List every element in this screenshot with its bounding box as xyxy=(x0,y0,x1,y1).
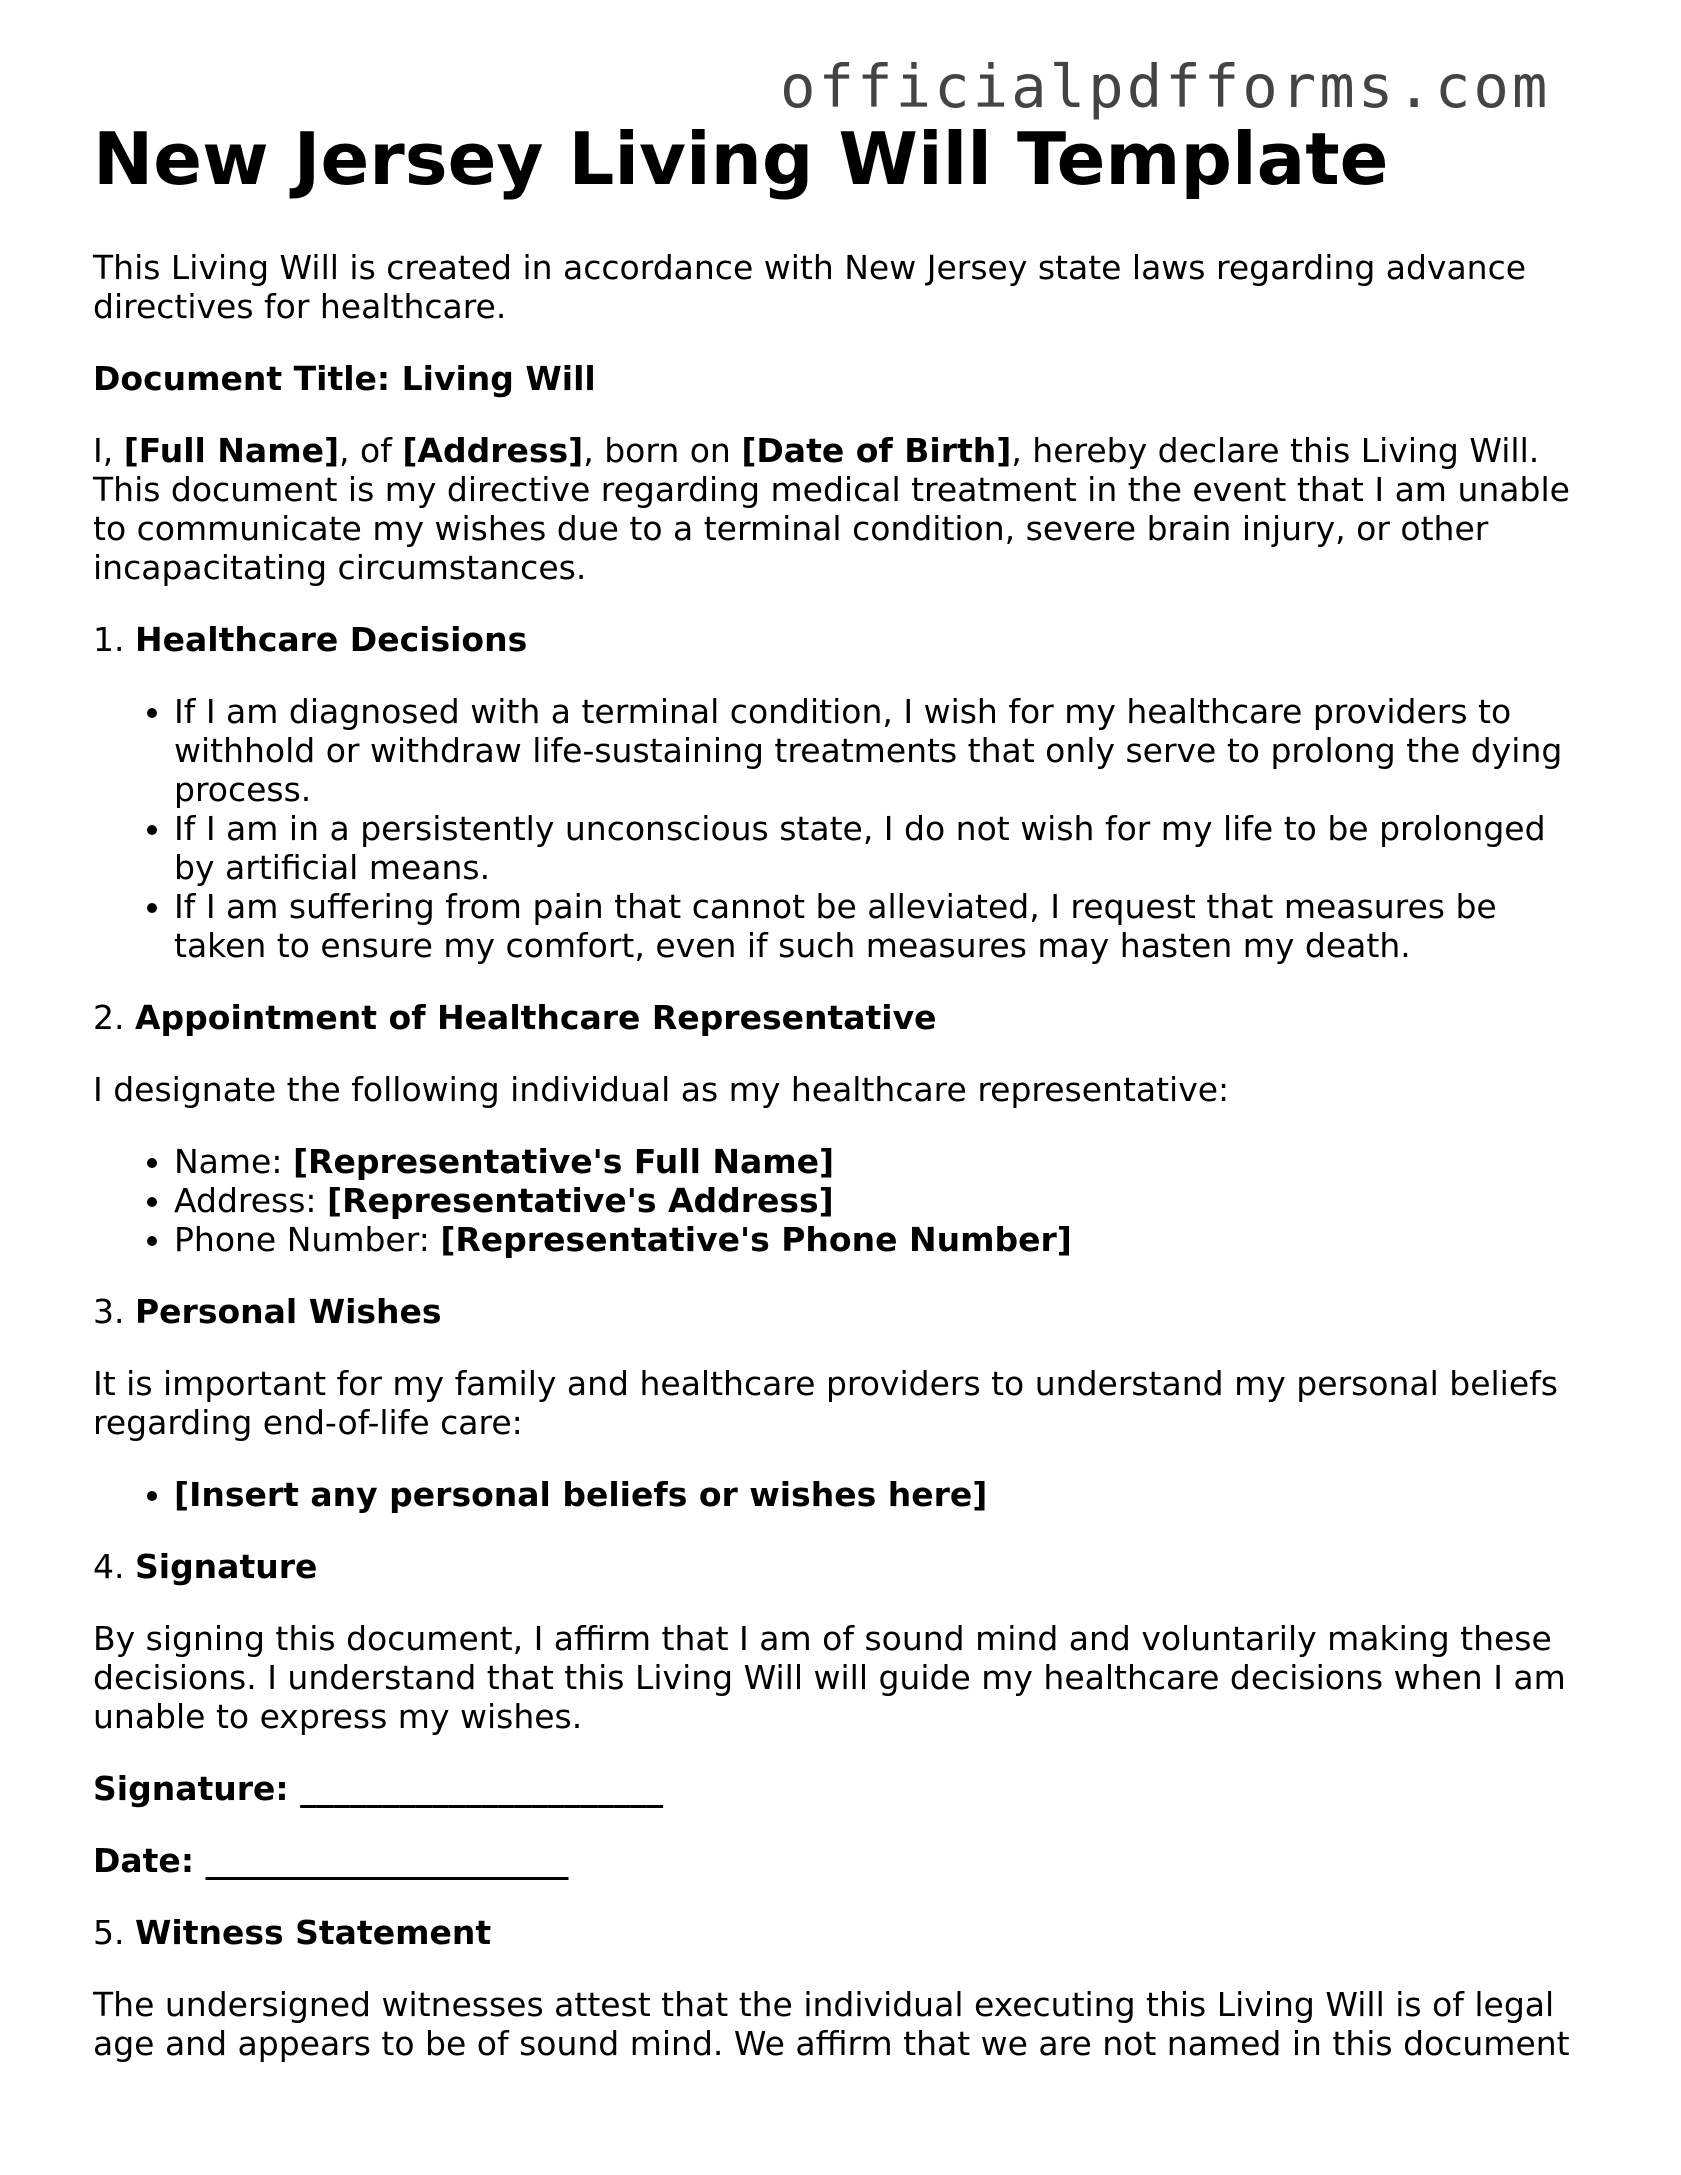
list-item xyxy=(174,1181,1593,1220)
personal-wishes-text: It is important for my family and healthcare providers to understand my personal beliefs regarding end-of-life care: xyxy=(93,1364,1558,1442)
list-item: • If I am in a persistently unconscious state, I do not wish for my life to be prolonged by artificial means. xyxy=(174,809,1593,887)
section-heading-representative xyxy=(93,998,1593,1037)
section-number: 4. xyxy=(93,1547,135,1586)
section-title: Signature xyxy=(134,1547,318,1586)
list-item: • If I am diagnosed with a terminal condition, I wish for my healthcare providers to withhold or withdraw life-sustaining treatments that only serve to prolong the dying process. xyxy=(174,692,1593,809)
item-label: Name: xyxy=(174,1142,293,1181)
section-number: 3. xyxy=(93,1292,135,1331)
healthcare-decisions-list xyxy=(93,692,1593,965)
section-title: Witness Statement xyxy=(134,1913,492,1952)
signature-text: By signing this document, I affirm that I am of sound mind and voluntarily making these decisions. I understand that this Living Will will guide my healthcare decisions when I am unable to express my wishes. xyxy=(93,1619,1566,1736)
representative-phone-placeholder: [Representative's Phone Number] xyxy=(440,1220,1072,1259)
declaration-text-4: , hereby declare this Living Will. This document is my directive regarding medical treatment in the event that I am unable to communicate my wishes due to a terminal condition, severe brain injury, or other incapacitating circumstances. xyxy=(93,431,1570,587)
section-title: Healthcare Decisions xyxy=(134,620,528,659)
representative-name-placeholder: [Representative's Full Name] xyxy=(292,1142,835,1181)
section-heading-personal-wishes xyxy=(93,1292,1593,1331)
list-item xyxy=(174,1142,1593,1181)
dob-placeholder: [Date of Birth] xyxy=(741,431,1012,470)
declaration-text-2: , of xyxy=(339,431,403,470)
section-heading-witness xyxy=(93,1913,1593,1952)
document-title-label: Document Title: Living Will xyxy=(93,359,596,398)
representative-address-placeholder: [Representative's Address] xyxy=(327,1181,834,1220)
declaration-paragraph xyxy=(93,431,1593,587)
list-item: • If I am suffering from pain that cannot be alleviated, I request that measures be taken to ensure my comfort, even if such measures may hasten my death. xyxy=(174,887,1593,965)
witness-text: The undersigned witnesses attest that the individual executing this Living Will is of legal age and appears to be of sound mind. We affirm that we are not named in this document xyxy=(93,1985,1570,2063)
declaration-text-1: I, xyxy=(93,431,124,470)
intro-paragraph: This Living Will is created in accordance with New Jersey state laws regarding advance directives for healthcare. xyxy=(93,248,1527,326)
full-name-placeholder: [Full Name] xyxy=(123,431,340,470)
document-page xyxy=(93,116,1593,2096)
section-title: Personal Wishes xyxy=(134,1292,442,1331)
date-line: Date: ______________________ xyxy=(93,1841,569,1880)
section-heading-healthcare-decisions xyxy=(93,620,1593,659)
representative-list xyxy=(93,1142,1593,1259)
personal-wishes-list xyxy=(93,1475,1593,1514)
list-item xyxy=(174,1220,1593,1259)
representative-text: I designate the following individual as my healthcare representative: xyxy=(93,1070,1230,1109)
section-heading-signature xyxy=(93,1547,1593,1586)
section-number: 5. xyxy=(93,1913,135,1952)
declaration-text-3: , born on xyxy=(583,431,742,470)
address-placeholder: [Address] xyxy=(402,431,584,470)
item-label: Phone Number: xyxy=(174,1220,441,1259)
list-item: • [Insert any personal beliefs or wishes here] xyxy=(174,1475,1593,1514)
signature-line: Signature: ______________________ xyxy=(93,1769,664,1808)
page-title: New Jersey Living Will Template xyxy=(93,117,1389,201)
section-title: Appointment of Healthcare Representative xyxy=(134,998,937,1037)
section-number: 2. xyxy=(93,998,135,1037)
watermark: officialpdfforms.com xyxy=(780,52,1551,121)
section-number: 1. xyxy=(93,620,135,659)
item-label: Address: xyxy=(174,1181,328,1220)
